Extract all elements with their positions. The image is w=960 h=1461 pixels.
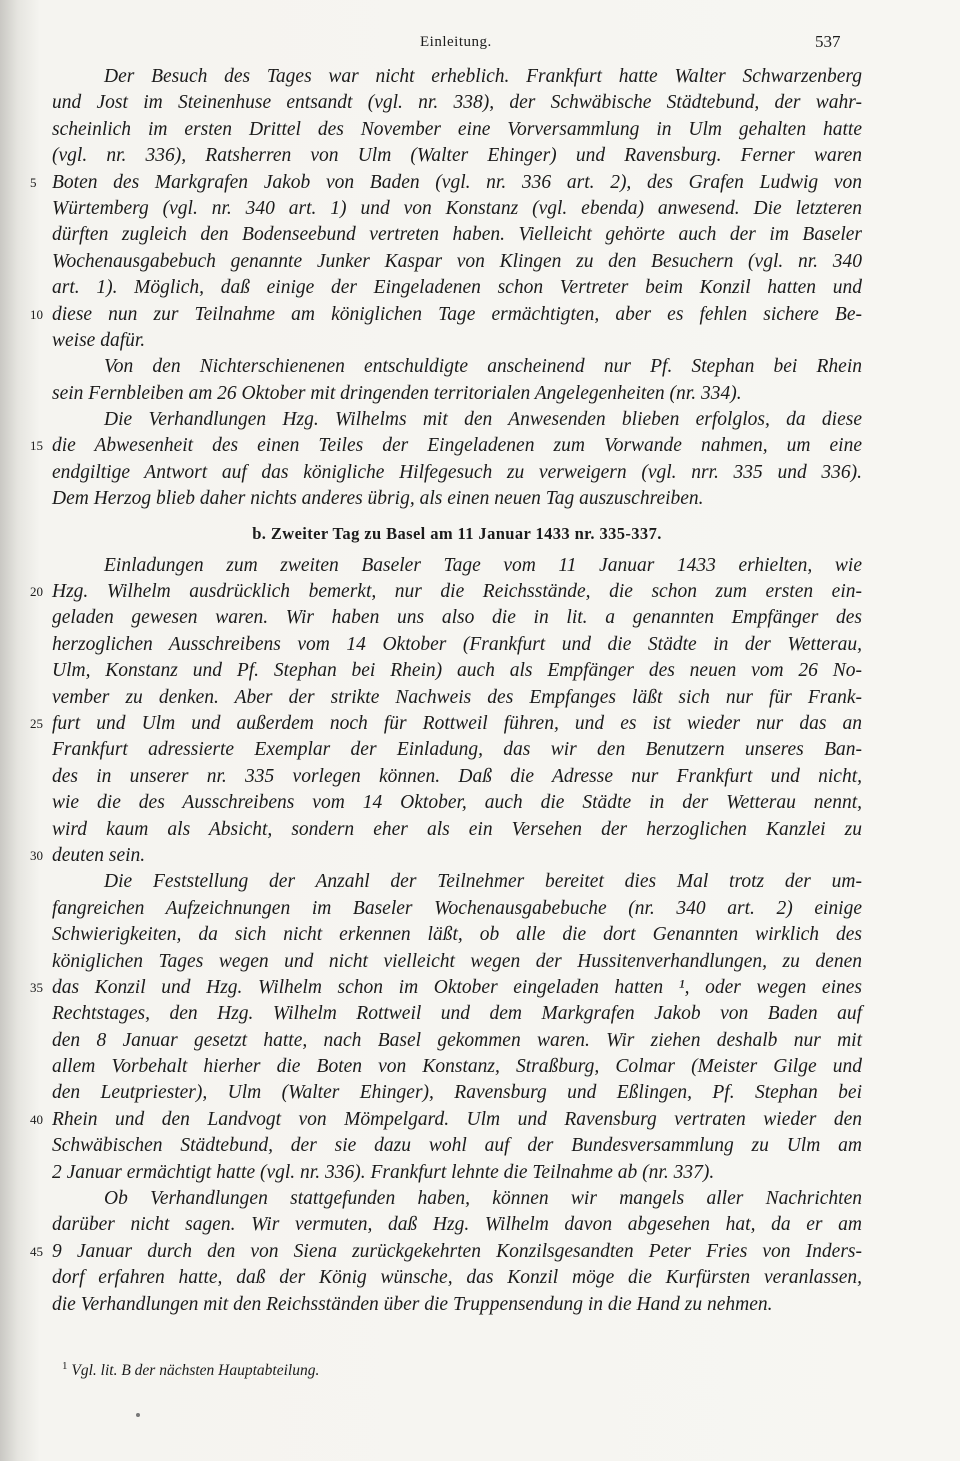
text-line: darüber nicht sagen. Wir vermuten, daß Hzg. Wilhelm davon abgesehen hat, da er am xyxy=(52,1214,862,1236)
text-line: Die Feststellung der Anzahl der Teilnehmer bereitet dies Mal trotz der um- xyxy=(104,871,862,893)
line-number: 25 xyxy=(30,715,43,731)
text-line: dürften zugleich den Bodenseebund vertreten haben. Vielleicht gehörte auch der im Baseler xyxy=(52,224,862,246)
line-number: 45 xyxy=(30,1243,43,1259)
text-line-numbered xyxy=(30,711,862,737)
ink-speck xyxy=(136,1413,140,1417)
text-line: diese nun zur Teilnahme am königlichen Tage ermächtigten, aber es fehlen sichere Be- xyxy=(52,303,862,325)
text-line: Würtemberg (vgl. nr. 340 art. 1) und von Konstanz (vgl. ebenda) anwesend. Die letzteren xyxy=(52,197,862,219)
running-header-title: Einleitung. xyxy=(420,34,492,50)
text-line: 2 Januar ermächtigt hatte (vgl. nr. 336). Frankfurt lehnte die Teilnahme ab (nr. 337). xyxy=(52,1161,715,1183)
text-line: dorf erfahren hatte, daß der König wünsche, das Konzil möge die Kurfürsten veranlassen, xyxy=(52,1267,862,1289)
text-line: art. 1). Möglich, daß einige der Eingeladenen schon Vertreter beim Konzil hatten und xyxy=(52,277,862,299)
text-line-numbered xyxy=(30,843,862,869)
text-line-numbered xyxy=(30,433,862,459)
text-line: Schwierigkeiten, da sich nicht erkennen läßt, ob alle die dort Genannten wirklich des xyxy=(52,924,862,946)
line-number: 5 xyxy=(30,174,37,190)
line-number: 40 xyxy=(30,1111,43,1127)
text-line: Die Verhandlungen Hzg. Wilhelms mit den Anwesenden blieben erfolglos, da diese xyxy=(104,409,862,431)
text-line: die Verhandlungen mit den Reichsständen über die Truppensendung in die Hand zu nehmen. xyxy=(52,1293,773,1315)
text-line: fangreichen Aufzeichnungen im Baseler Wochenausgabebuche (nr. 340 art. 2) einige xyxy=(52,897,862,919)
text-line: Rhein und den Landvogt von Mömpelgard. Ulm und Ravensburg vertraten wieder den xyxy=(52,1108,862,1130)
text-line: furt und Ulm und außerdem noch für Rottweil führen, und es ist wieder nur das an xyxy=(52,712,862,734)
text-line-numbered xyxy=(30,1239,862,1265)
line-number: 15 xyxy=(30,438,43,454)
line-number: 30 xyxy=(30,847,43,863)
text-line: Schwäbischen Städtebund, der sie dazu wohl auf der Bundesversammlung zu Ulm am xyxy=(52,1135,862,1157)
text-line: Hzg. Wilhelm ausdrücklich bemerkt, nur die Reichsstände, die schon zum ersten ein- xyxy=(52,581,862,603)
text-line: Frankfurt adressierte Exemplar der Einladung, das wir den Benutzern unseres Ban- xyxy=(52,739,862,761)
text-line: den 8 Januar gesetzt hatte, nach Basel gekommen waren. Wir ziehen deshalb nur mit xyxy=(52,1029,862,1051)
text-line: allem Vorbehalt hierher die Boten von Konstanz, Straßburg, Colmar (Meister Gilge und xyxy=(52,1056,862,1078)
section-heading: b. Zweiter Tag zu Basel am 11 Januar 1433 nr. 335-337. xyxy=(252,523,662,543)
text-line: weise dafür. xyxy=(52,329,146,351)
text-line: Von den Nichterschienenen entschuldigte anscheinend nur Pf. Stephan bei Rhein xyxy=(104,356,862,378)
text-line: vember zu denken. Aber der strikte Nachweis des Empfanges läßt sich nur für Frank- xyxy=(52,686,862,708)
text-line: Rechtstages, den Hzg. Wilhelm Rottweil und dem Markgrafen Jakob von Baden auf xyxy=(52,1003,862,1025)
text-line: das Konzil und Hzg. Wilhelm schon im Oktober eingeladen hatten ¹, oder wegen eines xyxy=(52,976,862,998)
text-line: Ulm, Konstanz und Pf. Stephan bei Rhein) auch als Empfänger des neuen vom 26 No- xyxy=(52,660,862,682)
footnote xyxy=(62,1360,762,1380)
running-header xyxy=(0,32,960,56)
text-line: des in unserer nr. 335 vorlegen können. Daß die Adresse nur Frankfurt und nicht, xyxy=(52,765,862,787)
text-line: sein Fernbleiben am 26 Oktober mit dringenden territorialen Angelegenheiten (nr. 334). xyxy=(52,382,742,404)
text-line: die Abwesenheit des einen Teiles der Eingeladenen zum Vorwande nahmen, um eine xyxy=(52,435,862,457)
text-line: Der Besuch des Tages war nicht erheblich. Frankfurt hatte Walter Schwarzenberg xyxy=(104,66,862,87)
text-line: geladen gewesen waren. Wir haben uns also die in lit. a genannten Empfänger des xyxy=(52,607,862,629)
footnote-text: Vgl. lit. B der nächsten Hauptabteilung. xyxy=(71,1362,320,1380)
text-line: scheinlich im ersten Drittel des November eine Vorversammlung in Ulm gehalten hatte xyxy=(52,118,862,140)
text-line: wird kaum als Absicht, sondern eher als ein Versehen der herzoglichen Kanzlei zu xyxy=(52,818,862,840)
line-number: 20 xyxy=(30,584,43,600)
text-line: den Leutpriester), Ulm (Walter Ehinger), Ravensburg und Eßlingen, Pf. Stephan bei xyxy=(52,1082,862,1104)
text-line-numbered xyxy=(30,1107,862,1133)
text-line: wie die des Ausschreibens vom 14 Oktober, auch die Städte in der Wetterau nennt, xyxy=(52,792,862,814)
text-line: Ob Verhandlungen stattgefunden haben, können wir mangels aller Nachrichten xyxy=(104,1188,862,1210)
line-number: 35 xyxy=(30,979,43,995)
page-number: 537 xyxy=(815,32,841,51)
text-line: und Jost im Steinenhuse entsandt (vgl. nr. 338), der Schwäbische Städtebund, der wahr- xyxy=(52,92,862,114)
footnote-marker: 1 xyxy=(62,1360,68,1372)
text-line: deuten sein. xyxy=(52,844,146,866)
text-line-numbered xyxy=(30,302,862,328)
body-text xyxy=(30,64,862,1318)
text-line: herzoglichen Ausschreibens vom 14 Oktober (Frankfurt und die Städte in der Wetterau, xyxy=(52,633,862,655)
text-line: Wochenausgabebuch genannte Junker Kaspar von Klingen zu den Besuchern (vgl. nr. 340 xyxy=(52,250,862,272)
line-number: 10 xyxy=(30,306,43,322)
text-line: Dem Herzog blieb daher nichts anderes übrig, als einen neuen Tag auszuschreiben. xyxy=(52,488,704,510)
text-line: 9 Januar durch den von Siena zurückgekehrten Konzilsgesandten Peter Fries von Inders- xyxy=(52,1240,862,1262)
text-line: endgiltige Antwort auf das königliche Hilfegesuch zu verweigern (vgl. nrr. 335 und 336). xyxy=(52,461,862,483)
text-line-numbered xyxy=(30,170,862,196)
text-line: Boten des Markgrafen Jakob von Baden (vgl. nr. 336 art. 2), des Grafen Ludwig von xyxy=(52,171,862,193)
text-line-numbered xyxy=(30,975,862,1001)
text-line: (vgl. nr. 336), Ratsherren von Ulm (Walter Ehinger) und Ravensburg. Ferner waren xyxy=(52,145,862,167)
text-line: königlichen Tages wegen und nicht vielleicht wegen der Hussitenverhandlungen, zu denen xyxy=(52,950,862,972)
text-line-numbered xyxy=(30,579,862,605)
text-line: Einladungen zum zweiten Baseler Tage vom 11 Januar 1433 erhielten, wie xyxy=(104,554,862,576)
